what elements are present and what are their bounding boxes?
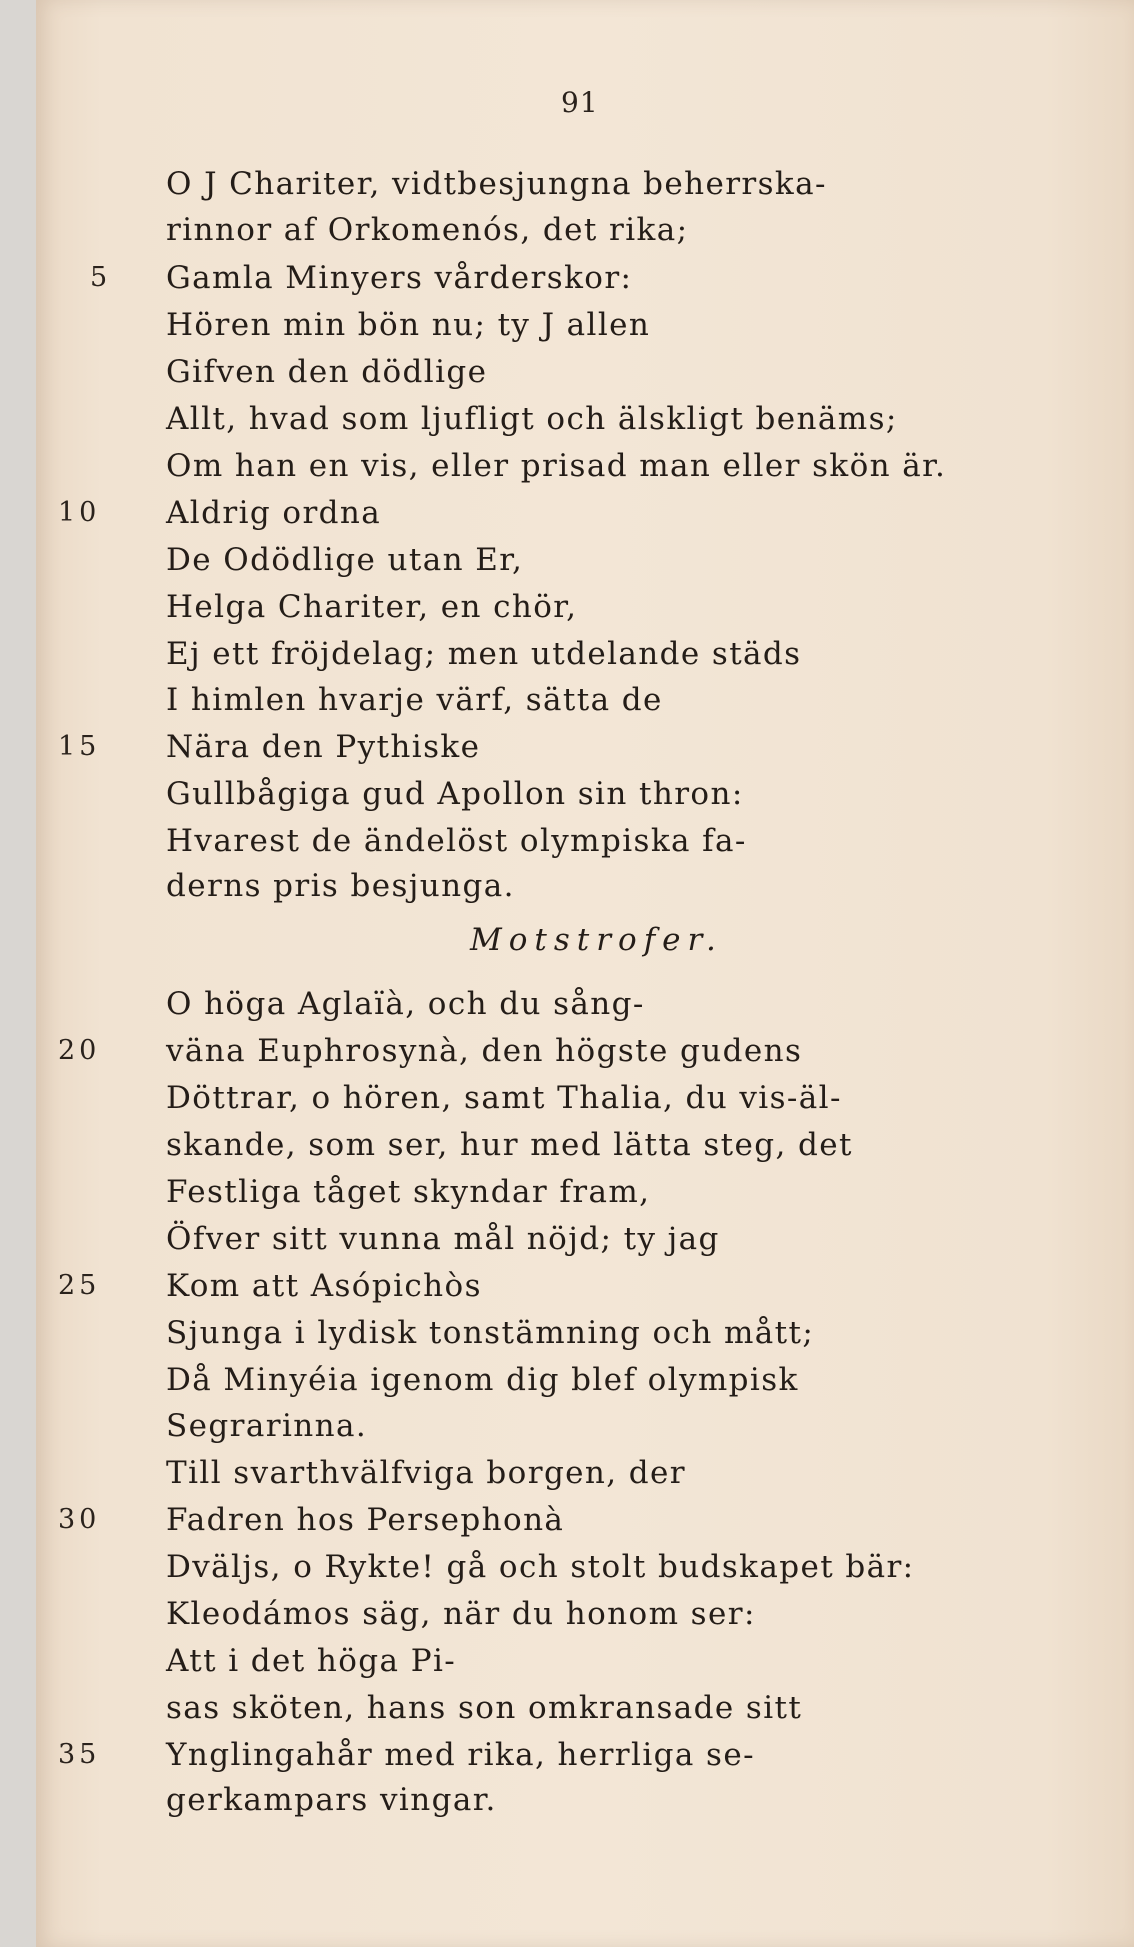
text-line: Aldrig ordna: [166, 495, 382, 531]
text-line: derns pris besjunga.: [166, 868, 515, 904]
text-line: Till svarthvälfviga borgen, der: [166, 1455, 687, 1491]
text-line: Dväljs, o Rykte! gå och stolt budskapet bär:: [166, 1549, 915, 1585]
text-line: Gamla Minyers vårderskor:: [166, 260, 633, 296]
text-line: Sjunga i lydisk tonstämning och mått;: [166, 1315, 815, 1351]
text-line: Då Minyéia igenom dig blef olympisk: [166, 1362, 799, 1398]
text-line: Allt, hvad som ljufligt och älskligt benäms;: [166, 401, 898, 437]
text-line: Att i det höga Pi-: [166, 1643, 457, 1679]
text-line: Festliga tåget skyndar fram,: [166, 1174, 651, 1210]
line-number: 25: [58, 1270, 101, 1301]
text-line: rinnor af Orkomenós, det rika;: [166, 212, 689, 248]
text-line: O J Chariter, vidtbesjungna beherrska-: [166, 166, 827, 202]
text-line: Hvarest de ändelöst olympiska fa-: [166, 823, 747, 859]
section-heading: Motstrofer.: [470, 922, 723, 958]
text-line: I himlen hvarje värf, sätta de: [166, 682, 663, 718]
text-line: Kom att Asópichòs: [166, 1268, 482, 1304]
text-line: Öfver sitt vunna mål nöjd; ty jag: [166, 1221, 720, 1257]
text-line: skande, som ser, hur med lätta steg, det: [166, 1127, 853, 1163]
text-line: Helga Chariter, en chör,: [166, 589, 578, 625]
text-line: Ej ett fröjdelag; men utdelande städs: [166, 636, 802, 672]
text-line: Nära den Pythiske: [166, 729, 481, 765]
line-number: 5: [90, 262, 112, 293]
text-line: gerkampars vingar.: [166, 1782, 497, 1818]
line-number: 20: [58, 1035, 101, 1066]
text-line: Fadren hos Persephonà: [166, 1502, 565, 1538]
line-number: 30: [58, 1504, 101, 1535]
text-line: sas sköten, hans son omkransade sitt: [166, 1690, 803, 1726]
text-line: väna Euphrosynà, den högste gudens: [166, 1033, 803, 1069]
line-number: 15: [58, 731, 101, 762]
text-line: Ynglingahår med rika, herrliga se-: [166, 1737, 755, 1773]
line-number: 35: [58, 1739, 101, 1770]
text-line: Kleodámos säg, när du honom ser:: [166, 1596, 756, 1632]
text-line: Om han en vis, eller prisad man eller skön är.: [166, 448, 947, 484]
text-line: Hören min bön nu; ty J allen: [166, 307, 651, 343]
book-page: [36, 0, 1134, 1947]
text-line: Gullbågiga gud Apollon sin thron:: [166, 776, 744, 812]
text-line: Segrarinna.: [166, 1408, 368, 1444]
page-number: 91: [561, 86, 599, 119]
text-line: O höga Aglaïà, och du sång-: [166, 986, 645, 1022]
text-line: De Odödlige utan Er,: [166, 542, 524, 578]
line-number: 10: [58, 497, 101, 528]
text-line: Gifven den dödlige: [166, 354, 488, 390]
text-line: Döttrar, o hören, samt Thalia, du vis-äl-: [166, 1080, 842, 1116]
